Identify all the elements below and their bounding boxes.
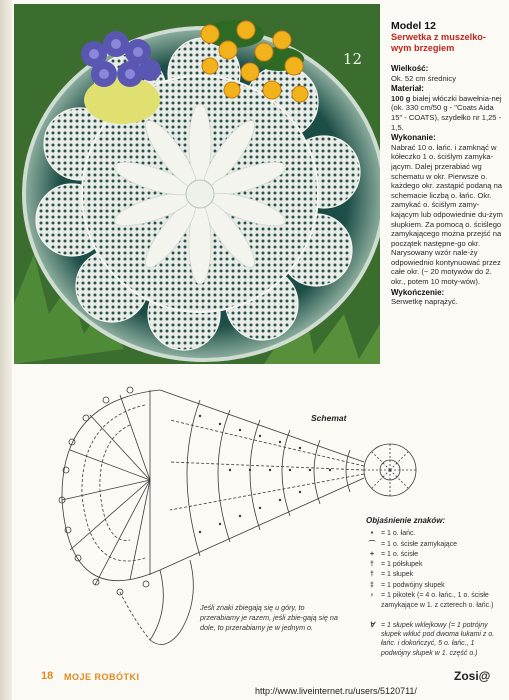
half-double-crochet-icon: † [370, 561, 374, 569]
legend-item-text: = 1 pikotek (= 4 o. łańc., 1 o. ścisłe zamykające w 1. z czterech o. łańc.) [381, 592, 494, 610]
diagram-note: Jeśli znaki zbiegają się u góry, to przerabiamy je razem, jeśli zbie-gają się na dole, to przerabiamy je w jednym o. [200, 603, 338, 632]
picot-icon: ♀ [369, 592, 375, 600]
page-spine [0, 0, 12, 700]
photo-model-number: 12 [342, 50, 362, 68]
page-number: 18 [41, 670, 54, 682]
schema-label: Schemat [311, 413, 347, 423]
chain-stitch-icon: • [370, 530, 374, 538]
legend-item [366, 540, 504, 550]
legend-item-text: = 1 podwójny słupek [381, 581, 445, 589]
single-crochet-icon: + [369, 550, 375, 558]
legend-extra-text: = 1 słupek wklejkowy (= 1 potrójny słupek wkłuć pod dwoma łukami z o. łańc. i dokończyć, 5 o. łańc., 1 podwójny słupek w 1. część o.) [381, 621, 495, 657]
size-heading: Wielkość: [391, 64, 429, 73]
material-text [391, 94, 503, 132]
legend-item [366, 581, 504, 591]
double-crochet-icon: † [370, 571, 374, 579]
cluster-stitch-icon: ∀ [369, 621, 375, 629]
finishing-heading: Wykończenie: [391, 287, 445, 297]
legend-item-text: = 1 o. ścisłe zamykające [381, 540, 458, 548]
material-amount: 100 g [391, 93, 411, 103]
stitch-marks [199, 415, 331, 533]
model-title: Model 12 [391, 20, 436, 32]
legend-item [366, 560, 504, 570]
finishing-text: Serwetkę naprążyć. [391, 297, 458, 307]
model-subtitle-line2: wym brzegiem [391, 43, 455, 53]
legend-item [366, 591, 504, 612]
pattern-wedge [160, 390, 364, 570]
legend [366, 516, 504, 658]
legend-item [366, 550, 504, 560]
doily-photo-illustration [14, 4, 380, 364]
source-url: http://www.liveinternet.ru/users/5120711/ [255, 686, 417, 696]
legend-item-text: = 1 półsłupek [381, 561, 423, 569]
treble-crochet-icon: ‡ [370, 581, 374, 589]
legend-title: Objaśnienie znaków: [366, 516, 446, 525]
magazine-name: MOJE ROBÓTKI [64, 672, 140, 682]
lower-loops [120, 560, 193, 645]
material-heading: Materiał: [391, 84, 424, 94]
legend-extra-item [366, 621, 504, 659]
slip-stitch-icon: ⌒ [368, 540, 376, 548]
legend-item [366, 529, 504, 539]
legend-item [366, 570, 504, 580]
model-subtitle [391, 32, 503, 54]
picot-edge [59, 387, 149, 595]
material-details: białej włóczki bawełnia-nej (ok. 330 cm/50 g - "Coats Aida 15" - COATS), szydełko nr 1,25 - 1,5. [391, 93, 502, 132]
execution-text: Nabrać 10 o. łańc. i zamknąć w kółeczko 1 o. ściślym zamyka-jącym. Dalej przerabiać wg schematu w okr. Pierwsze o. każdego okr. zastąpić podaną na schemacie liczbą o. łańc. Okr. zamykać o. ściślym zamy-kającym lub odpowiednie du-żym słupkiem. Za pomocą o. ściślego zamykającego można przejść na początek następne-go okr. Narysowany wzór nale-ży odpowiednio kontynuować przez całe okr. (~ 20 motywów do 2. okr., potem 10 moty-wów). [391, 142, 503, 287]
legend-item-text: = 1 słupek [381, 571, 414, 579]
model-subtitle-line1: Serwetka z muszelko- [391, 32, 486, 42]
author-watermark: Zosi@ [454, 669, 491, 683]
doily-photo [14, 4, 380, 364]
size-text: Ok. 52 cm średnicy [391, 73, 456, 83]
legend-item-text: = 1 o. łańc. [381, 530, 416, 538]
pattern-description [391, 20, 503, 308]
legend-item-text: = 1 o. ścisłe [381, 550, 419, 558]
execution-heading: Wykonanie: [391, 133, 436, 143]
